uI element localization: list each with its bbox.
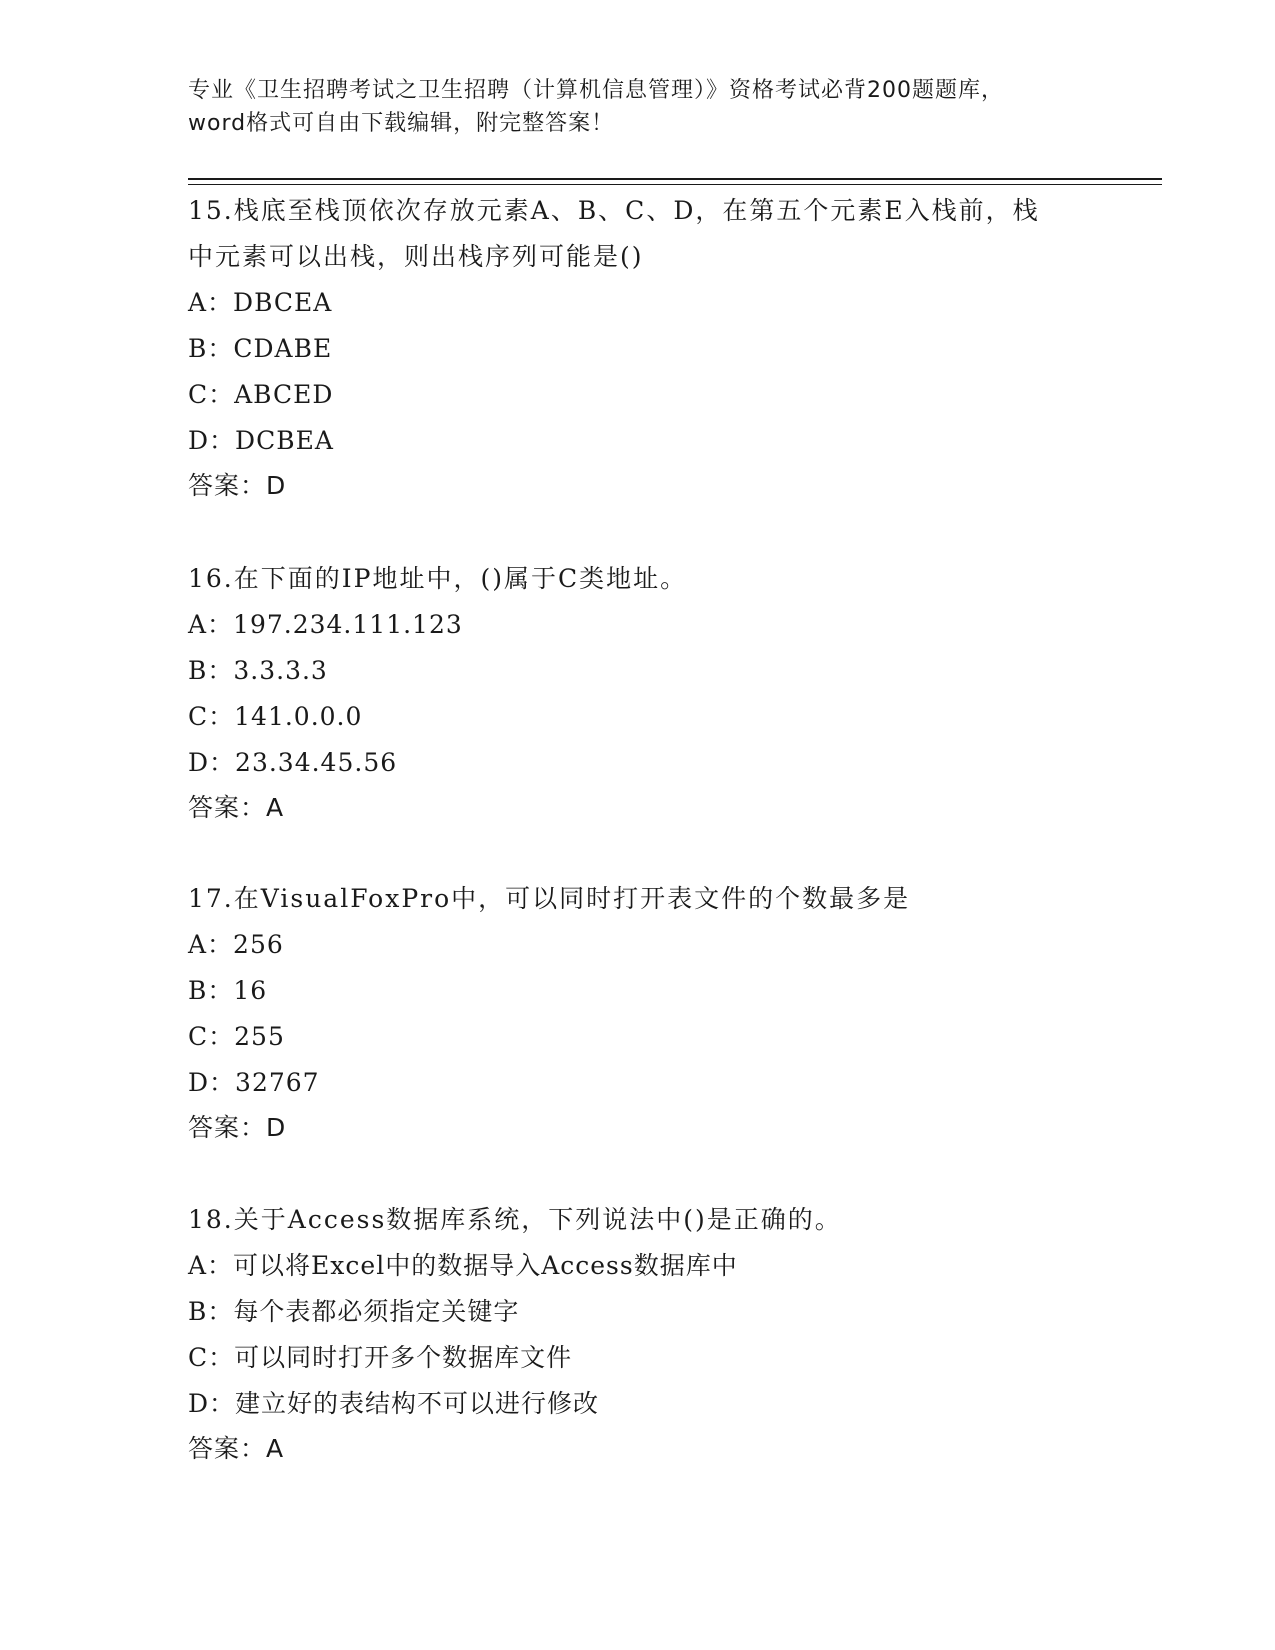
option-a: A：256: [188, 930, 284, 959]
question-stem: 16.在下面的IP地址中，()属于C类地址。: [188, 564, 688, 593]
option-c: C：可以同时打开多个数据库文件: [188, 1343, 573, 1372]
header-divider-thick: [188, 178, 1162, 180]
question-stem: 17.在VisualFoxPro中，可以同时打开表文件的个数最多是: [188, 884, 911, 913]
option-d: D：建立好的表结构不可以进行修改: [188, 1389, 600, 1418]
question-stem-continued: 中元素可以出栈，则出栈序列可能是(): [188, 242, 644, 271]
header-divider-thin: [188, 184, 1162, 185]
answer-line: 答案：A: [188, 793, 285, 822]
answer-line: 答案：D: [188, 1113, 287, 1142]
header-subtitle-line: word格式可自由下载编辑，附完整答案！: [188, 111, 615, 136]
answer-line: 答案：D: [188, 471, 287, 500]
option-b: B：3.3.3.3: [188, 656, 328, 685]
answer-line: 答案：A: [188, 1434, 285, 1463]
question-block: [188, 1197, 1088, 1471]
question-block: [188, 556, 1088, 830]
option-d: D：32767: [188, 1068, 320, 1097]
question-stem: 15.栈底至栈顶依次存放元素A、B、C、D，在第五个元素E入栈前，栈: [188, 196, 1040, 225]
option-d: D：DCBEA: [188, 426, 334, 455]
question-stem: 18.关于Access数据库系统，下列说法中()是正确的。: [188, 1205, 842, 1234]
document-header: [188, 74, 1088, 140]
option-a: A：197.234.111.123: [188, 610, 463, 639]
question-block: [188, 188, 1088, 508]
question-block: [188, 876, 1088, 1150]
option-b: B：16: [188, 976, 268, 1005]
option-a: A：可以将Excel中的数据导入Access数据库中: [188, 1251, 738, 1280]
option-b: B：CDABE: [188, 334, 333, 363]
option-b: B：每个表都必须指定关键字: [188, 1297, 520, 1326]
option-d: D：23.34.45.56: [188, 748, 398, 777]
header-title-line: 专业《卫生招聘考试之卫生招聘（计算机信息管理）》资格考试必背200题题库，: [188, 78, 1004, 103]
option-c: C：ABCED: [188, 380, 334, 409]
option-a: A：DBCEA: [188, 288, 333, 317]
option-c: C：141.0.0.0: [188, 702, 363, 731]
option-c: C：255: [188, 1022, 285, 1051]
